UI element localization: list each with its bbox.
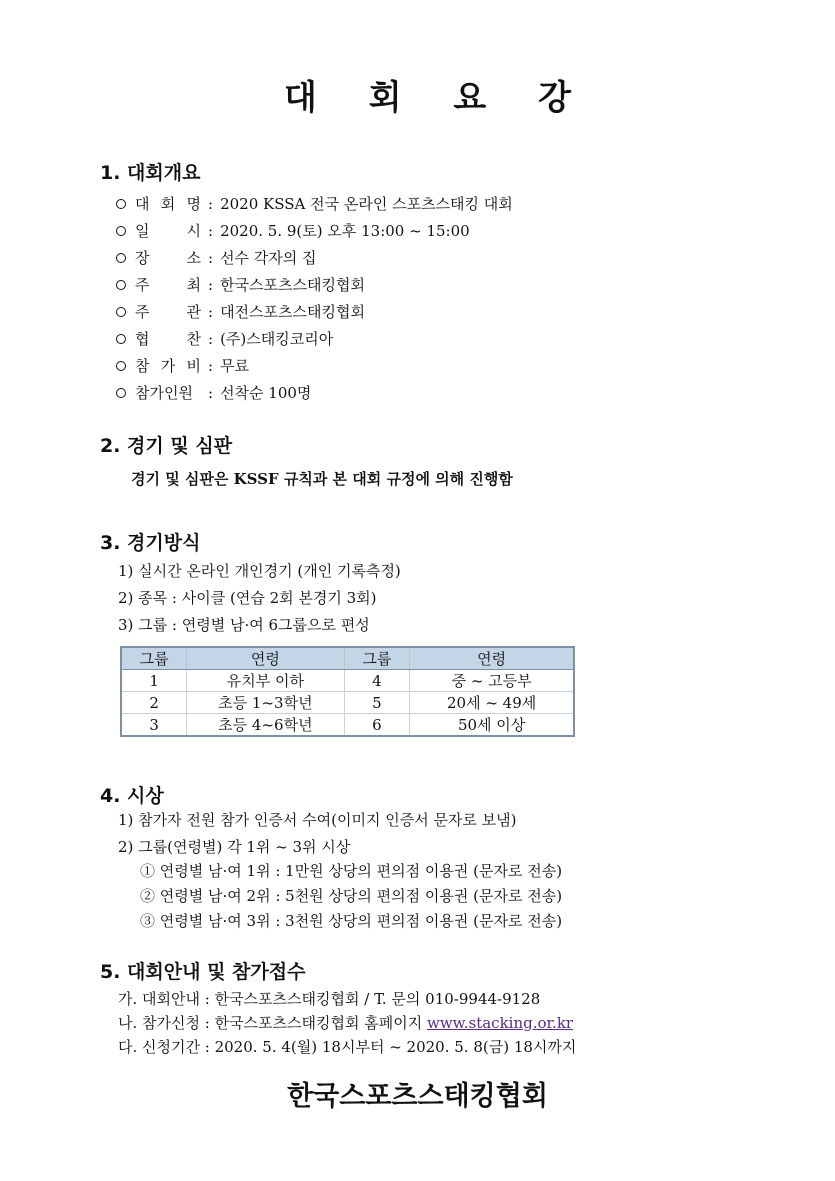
list-item: 2) 종목 : 사이클 (연습 2회 본경기 3회) (118, 589, 377, 607)
circle-bullet-icon (116, 388, 126, 398)
list-item: 참가인원 : 선착순 100명 (116, 379, 513, 406)
table-cell: 2 (121, 692, 187, 714)
section4-heading: 4. 시상 (100, 785, 164, 807)
table-cell: 중 ~ 고등부 (410, 670, 574, 692)
circle-bullet-icon (116, 280, 126, 290)
table-row (121, 692, 574, 714)
table-cell: 초등 1~3학년 (187, 692, 344, 714)
list-item: 주 관 : 대전스포츠스태킹협회 (116, 298, 513, 325)
list-item: 주 최 : 한국스포츠스태킹협회 (116, 271, 513, 298)
section5-heading: 5. 대회안내 및 참가접수 (100, 961, 306, 983)
list-item: 3) 그룹 : 연령별 남·여 6그룹으로 편성 (118, 616, 370, 634)
circle-bullet-icon (116, 199, 126, 209)
table-row (121, 670, 574, 692)
table-cell: 5 (344, 692, 410, 714)
circle-bullet-icon (116, 361, 126, 371)
section1-heading: 1. 대회개요 (100, 162, 201, 184)
overview-list (116, 190, 513, 406)
page-title: 대 회 요 강 (284, 78, 591, 118)
homepage-link[interactable]: www.stacking.or.kr (427, 1014, 574, 1032)
table-header-cell: 연령 (410, 647, 574, 670)
info-list (118, 988, 576, 1060)
table-cell: 6 (344, 714, 410, 737)
list-item: ① 연령별 남·여 1위 : 1만원 상당의 편의점 이용권 (문자로 전송) (140, 862, 563, 880)
list-item: 1) 참가자 전원 참가 인증서 수여(이미지 인증서 문자로 보냄) (118, 811, 517, 829)
award-prize-list (140, 860, 562, 935)
list-item: ③ 연령별 남·여 3위 : 3천원 상당의 편의점 이용권 (문자로 전송) (140, 912, 563, 930)
table-row (121, 714, 574, 737)
list-item: 일 시 : 2020. 5. 9(토) 오후 13:00 ~ 15:00 (116, 217, 513, 244)
list-item: 2) 그룹(연령별) 각 1위 ~ 3위 시상 (118, 838, 351, 856)
list-item: 참 가 비 : 무료 (116, 352, 513, 379)
organization-footer: 한국스포츠스태킹협회 (287, 1081, 548, 1112)
table-header-cell: 그룹 (121, 647, 187, 670)
list-item: 1) 실시간 온라인 개인경기 (개인 기록측정) (118, 562, 401, 580)
table-cell: 유치부 이하 (187, 670, 344, 692)
table-cell: 50세 이상 (410, 714, 574, 737)
list-item: 협 찬 : (주)스태킹코리아 (116, 325, 513, 352)
list-item: 나. 참가신청 : 한국스포츠스태킹협회 홈페이지 www.stacking.or.kr (118, 1014, 574, 1032)
table-cell: 4 (344, 670, 410, 692)
table-header-cell: 연령 (187, 647, 344, 670)
table-cell: 초등 4~6학년 (187, 714, 344, 737)
list-item: ② 연령별 남·여 2위 : 5천원 상당의 편의점 이용권 (문자로 전송) (140, 887, 563, 905)
table-cell: 3 (121, 714, 187, 737)
list-item: 가. 대회안내 : 한국스포츠스태킹협회 / T. 문의 010-9944-9128 (118, 990, 541, 1008)
list-item: 다. 신청기간 : 2020. 5. 4(월) 18시부터 ~ 2020. 5. 8(금) 18시까지 (118, 1038, 577, 1056)
table-cell: 20세 ~ 49세 (410, 692, 574, 714)
circle-bullet-icon (116, 307, 126, 317)
list-item: 장 소 : 선수 각자의 집 (116, 244, 513, 271)
circle-bullet-icon (116, 334, 126, 344)
section3-heading: 3. 경기방식 (100, 532, 201, 554)
group-table (120, 646, 575, 737)
list-item: 대 회 명 : 2020 KSSA 전국 온라인 스포츠스태킹 대회 (116, 190, 513, 217)
table-header-cell: 그룹 (344, 647, 410, 670)
table-cell: 1 (121, 670, 187, 692)
section2-heading: 2. 경기 및 심판 (100, 435, 233, 457)
method-list (118, 560, 401, 641)
award-list (118, 809, 517, 863)
circle-bullet-icon (116, 226, 126, 236)
table-header-row (121, 647, 574, 670)
rules-text: 경기 및 심판은 KSSF 규칙과 본 대회 규정에 의해 진행함 (131, 470, 513, 488)
circle-bullet-icon (116, 253, 126, 263)
